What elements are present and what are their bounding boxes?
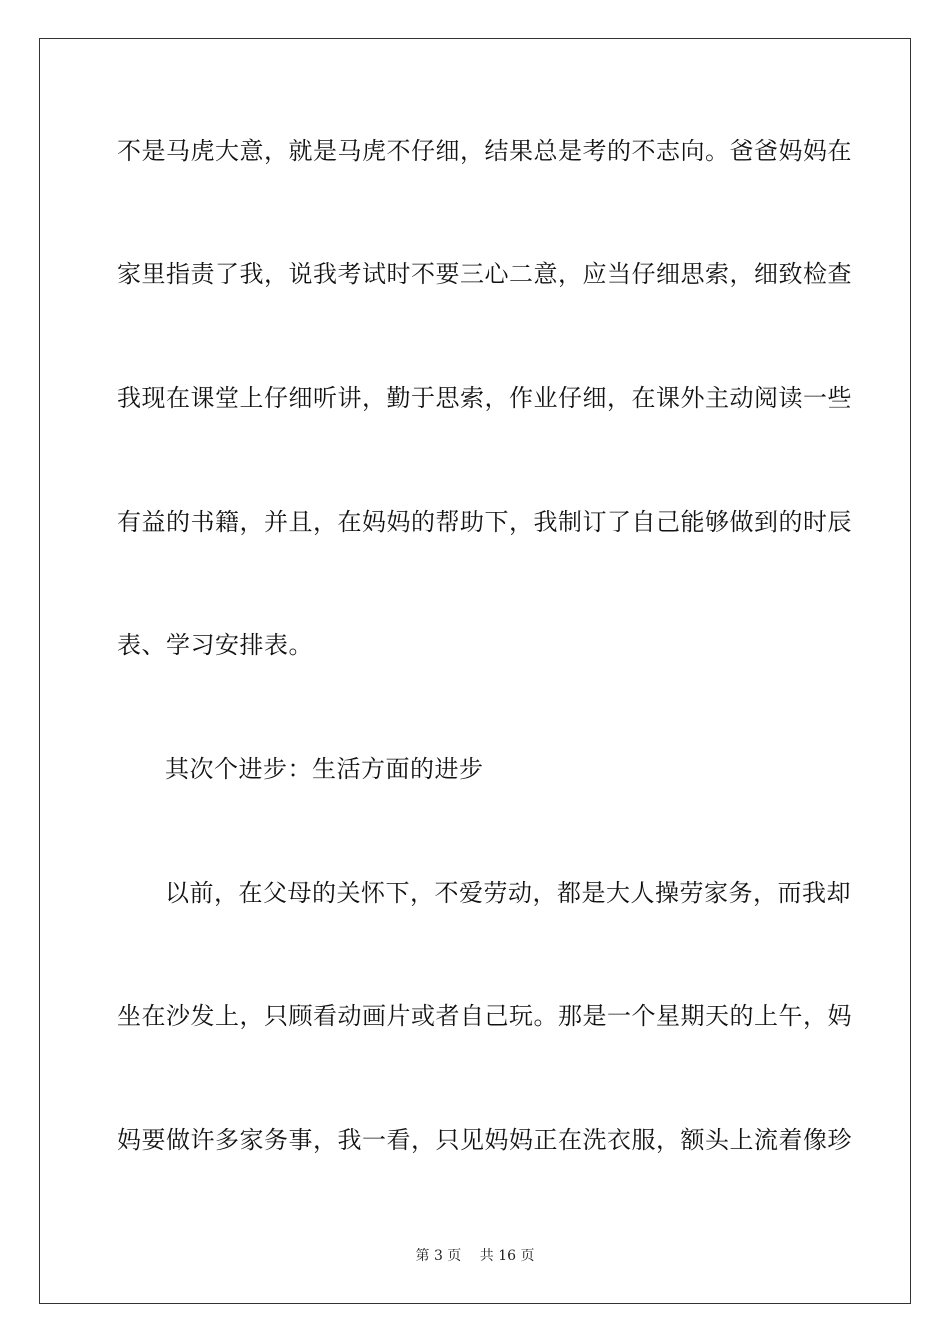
total-pages: 共 16 页 — [479, 1248, 535, 1264]
body-text-line: 家里指责了我，说我考试时不要三心二意，应当仔细思索，细致检查 — [117, 260, 852, 288]
body-text-line: 有益的书籍，并且，在妈妈的帮助下，我制订了自己能够做到的时辰 — [117, 508, 852, 536]
body-text-line: 表、学习安排表。 — [117, 631, 313, 659]
page-border — [39, 38, 911, 1304]
page-number: 第 3 页 — [415, 1248, 462, 1264]
body-text-line: 妈要做许多家务事，我一看，只见妈妈正在洗衣服，额头上流着像珍 — [117, 1126, 852, 1154]
paragraph-first-line: 以前，在父母的关怀下，不爱劳动，都是大人操劳家务，而我却 — [165, 879, 851, 907]
body-text-line: 我现在课堂上仔细听讲，勤于思索，作业仔细，在课外主动阅读一些 — [117, 384, 852, 412]
section-heading: 其次个进步：生活方面的进步 — [165, 755, 484, 783]
body-text-line: 坐在沙发上，只顾看动画片或者自己玩。那是一个星期天的上午，妈 — [117, 1002, 852, 1030]
page-footer — [0, 1246, 950, 1266]
body-text-line: 不是马虎大意，就是马虎不仔细，结果总是考的不志向。爸爸妈妈在 — [117, 137, 852, 165]
